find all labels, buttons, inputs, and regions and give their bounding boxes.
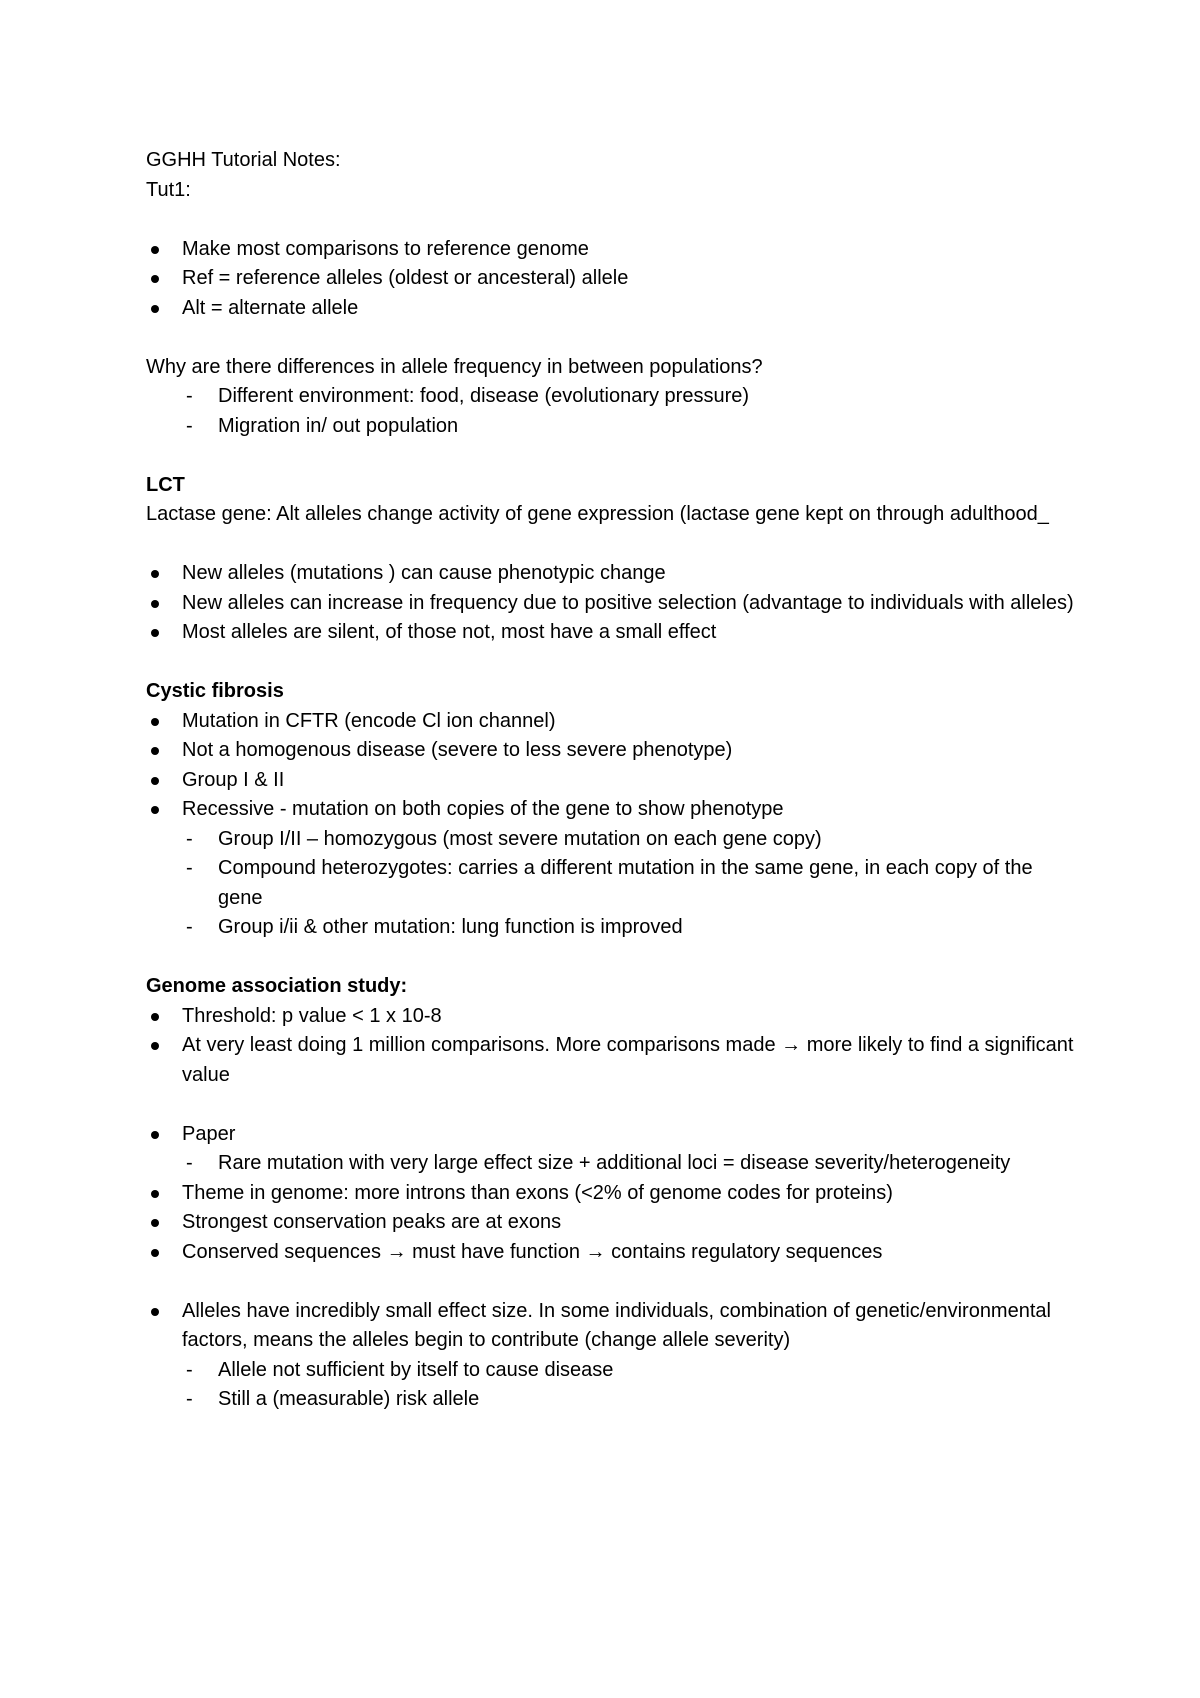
cf-sub-list: [146, 825, 1076, 943]
list-item: - Allele not sufficient by itself to cause disease: [146, 1356, 1076, 1386]
lct-heading: LCT: [146, 473, 185, 496]
list-item: Strongest conservation peaks are at exons: [146, 1208, 1076, 1238]
list-item: Mutation in CFTR (encode Cl ion channel): [146, 707, 1076, 737]
spacer: [146, 441, 1076, 471]
cf-heading: Cystic fibrosis: [146, 680, 284, 702]
spacer: [146, 530, 1076, 560]
list-item: - Group I/II – homozygous (most severe mutation on each gene copy): [146, 825, 1076, 855]
document-title: GGHH Tutorial Notes:: [146, 149, 341, 171]
spacer: [146, 205, 1076, 235]
list-item: Theme in genome: more introns than exons (<2% of genome codes for proteins): [146, 1179, 1076, 1209]
list-item: Threshold: p value < 1 x 10-8: [146, 1002, 1076, 1032]
alleles-bullet-list: [146, 1297, 1076, 1356]
list-item: - Group i/ii & other mutation: lung function is improved: [146, 913, 1076, 943]
document-body: [146, 146, 1076, 1415]
list-item: Most alleles are silent, of those not, most have a small effect: [146, 618, 1076, 648]
paper-sub-list: [146, 1149, 1076, 1179]
lct-bullet-list: [146, 559, 1076, 648]
list-item: New alleles (mutations ) can cause phenotypic change: [146, 559, 1076, 589]
genome-theme-list: [146, 1179, 1076, 1268]
spacer: [146, 1090, 1076, 1120]
list-item: Make most comparisons to reference genome: [146, 235, 1076, 265]
spacer: [146, 1267, 1076, 1297]
alleles-sub-list: [146, 1356, 1076, 1415]
list-item: New alleles can increase in frequency due to positive selection (advantage to individuals with alleles): [146, 589, 1076, 619]
population-question: Why are there differences in allele frequency in between populations?: [146, 355, 763, 378]
tut1-heading: Tut1:: [146, 178, 191, 201]
list-item: At very least doing 1 million comparisons. More comparisons made → more likely to find a significant value: [146, 1031, 1076, 1090]
lct-text: Lactase gene: Alt alleles change activity of gene expression (lactase gene kept on through adulthood_: [146, 503, 1049, 525]
spacer: [146, 943, 1076, 973]
tut1-bullet-list: [146, 235, 1076, 324]
list-item: Alt = alternate allele: [146, 294, 1076, 324]
list-item: Recessive - mutation on both copies of the gene to show phenotype: [146, 795, 1076, 825]
list-item: Group I & II: [146, 766, 1076, 796]
paper-bullet-list: [146, 1120, 1076, 1150]
spacer: [146, 648, 1076, 678]
list-item: Paper: [146, 1120, 1076, 1150]
list-item: Not a homogenous disease (severe to less severe phenotype): [146, 736, 1076, 766]
list-item: Alleles have incredibly small effect size. In some individuals, combination of genetic/environmental factors, means the alleles begin to contribute (change allele severity): [146, 1297, 1076, 1356]
list-item: - Different environment: food, disease (evolutionary pressure): [146, 382, 1076, 412]
list-item: - Rare mutation with very large effect size + additional loci = disease severity/heterogeneity: [146, 1149, 1076, 1179]
population-answer-list: [146, 382, 1076, 441]
list-item: - Migration in/ out population: [146, 412, 1076, 442]
gwas-bullet-list: [146, 1002, 1076, 1091]
spacer: [146, 323, 1076, 353]
list-item: - Compound heterozygotes: carries a different mutation in the same gene, in each copy of the gene: [146, 854, 1076, 913]
list-item: - Still a (measurable) risk allele: [146, 1385, 1076, 1415]
list-item: Ref = reference alleles (oldest or ancesteral) allele: [146, 264, 1076, 294]
list-item: Conserved sequences → must have function → contains regulatory sequences: [146, 1238, 1076, 1268]
gwas-heading: Genome association study:: [146, 975, 408, 997]
cf-bullet-list: [146, 707, 1076, 825]
